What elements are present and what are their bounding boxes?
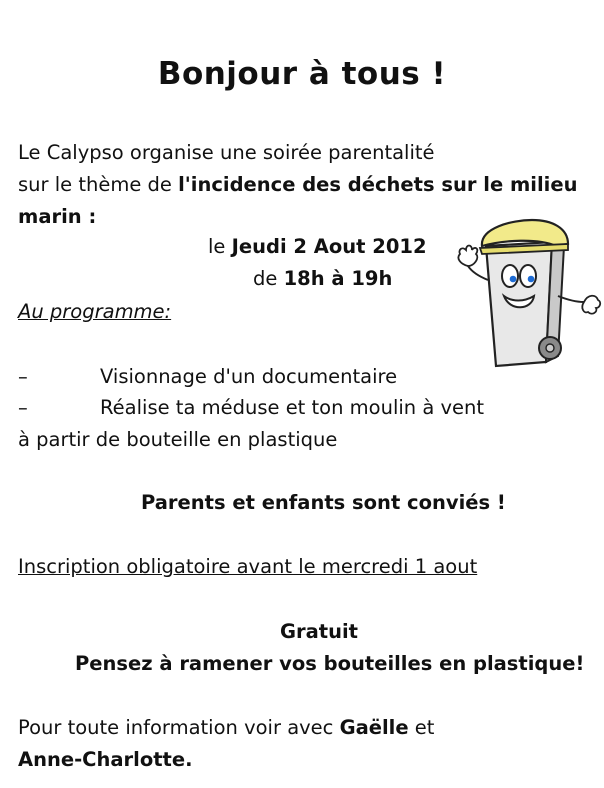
bin-eye — [502, 265, 518, 287]
bin-lid — [482, 220, 568, 246]
contact-line-2 — [18, 748, 193, 771]
program-continuation: à partir de bouteille en plastique — [18, 428, 338, 451]
program-dash: – — [18, 365, 28, 388]
page-title: Bonjour à tous ! — [157, 56, 447, 92]
time-prefix: de — [253, 267, 284, 290]
invite-text: Parents et enfants sont conviés ! — [141, 491, 506, 514]
contact-name-2: Anne-Charlotte — [18, 748, 186, 771]
bin-eye — [520, 265, 536, 287]
intro-line-1 — [18, 141, 435, 164]
event-time — [253, 267, 392, 290]
free-label: Gratuit — [280, 620, 358, 643]
bin-right-hand — [582, 296, 600, 314]
registration-notice: Inscription obligatoire avant le mercredi 1 aout — [18, 555, 478, 578]
intro-line-2 — [18, 173, 577, 196]
date-prefix: le — [208, 235, 232, 258]
program-item-text: Réalise ta méduse et ton moulin à vent — [100, 396, 485, 419]
intro-text: Le Calypso organise une soirée parentalité — [18, 141, 435, 164]
contact-prefix: Pour toute information voir avec — [18, 716, 340, 739]
bin-left-arm — [468, 266, 488, 280]
contact-suffix: . — [185, 748, 193, 771]
contact-joiner: et — [408, 716, 435, 739]
bin-left-hand — [458, 246, 477, 267]
date-value: Jeudi 2 Aout 2012 — [231, 235, 427, 258]
intro-prefix: sur le thème de — [18, 173, 179, 196]
intro-line-3 — [18, 205, 96, 228]
time-value: 18h à 19h — [283, 267, 393, 290]
program-heading: Au programme: — [18, 300, 172, 323]
bottle-reminder: Pensez à ramener vos bouteilles en plastique! — [75, 652, 585, 675]
event-date — [208, 235, 427, 258]
smiling-trash-bin-icon — [452, 206, 602, 374]
program-dash: – — [18, 396, 28, 419]
intro-topic-end: marin : — [18, 205, 97, 228]
contact-name-1: Gaëlle — [339, 716, 409, 739]
intro-topic: l'incidence des déchets sur le milieu — [178, 173, 578, 196]
program-item-text: Visionnage d'un documentaire — [100, 365, 398, 388]
contact-line-1 — [18, 716, 434, 739]
